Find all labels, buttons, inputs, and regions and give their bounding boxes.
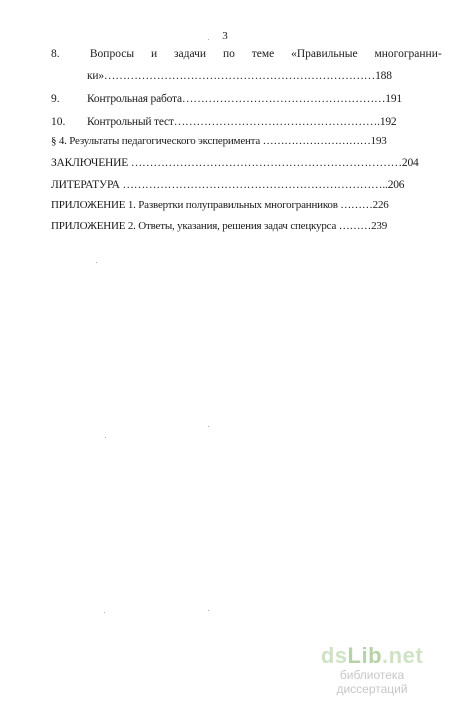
toc-conclusion: ЗАКЛЮЧЕНИЕ ………………………………………………………………204 bbox=[51, 157, 419, 169]
toc-item-9-title: Контрольная работа………………………………………………191 bbox=[87, 93, 402, 105]
toc-item-8 bbox=[51, 47, 442, 61]
scan-speck bbox=[105, 437, 106, 438]
toc-appendix-2: ПРИЛОЖЕНИЕ 2. Ответы, указания, решения задач спецкурса ………239 bbox=[51, 220, 387, 232]
scan-speck bbox=[208, 610, 209, 611]
toc-item-9-number: 9. bbox=[51, 93, 60, 105]
toc-item-9 bbox=[51, 92, 417, 106]
toc-item-10-title: Контрольный тест……………………………………………….192 bbox=[87, 116, 397, 128]
toc-item-8-word: «Правильные bbox=[291, 48, 358, 60]
toc-item-8-word: по bbox=[222, 48, 235, 60]
toc-item-10 bbox=[51, 115, 417, 129]
scan-speck bbox=[104, 612, 105, 613]
toc-appendix-1: ПРИЛОЖЕНИЕ 1. Развертки полуправильных многогранников ………226 bbox=[51, 199, 389, 211]
page-number: 3 bbox=[222, 30, 228, 42]
toc-item-8-number: 8. bbox=[51, 48, 60, 60]
toc-item-8-continuation: ки»………………………………………………………………188 bbox=[87, 70, 392, 82]
watermark-logo: dsLib.net bbox=[320, 643, 424, 668]
toc-item-10-number: 10. bbox=[51, 116, 66, 128]
toc-item-8-word: Вопросы bbox=[89, 48, 135, 60]
toc-section-4: § 4. Результаты педагогического эксперимента …………………………193 bbox=[51, 135, 387, 147]
scan-speck bbox=[208, 426, 209, 427]
scan-speck bbox=[208, 39, 209, 40]
toc-item-8-word: теме bbox=[251, 48, 275, 60]
dslib-watermark bbox=[312, 644, 432, 696]
watermark-subtitle: библиотека диссертаций bbox=[336, 668, 408, 696]
toc-item-8-word: многогранни- bbox=[374, 48, 442, 60]
toc-item-8-word: задачи bbox=[173, 48, 207, 60]
scan-speck bbox=[96, 262, 97, 263]
toc-literature: ЛИТЕРАТУРА ……………………………………………………………..206 bbox=[51, 179, 405, 191]
toc-item-8-word: и bbox=[150, 48, 158, 60]
